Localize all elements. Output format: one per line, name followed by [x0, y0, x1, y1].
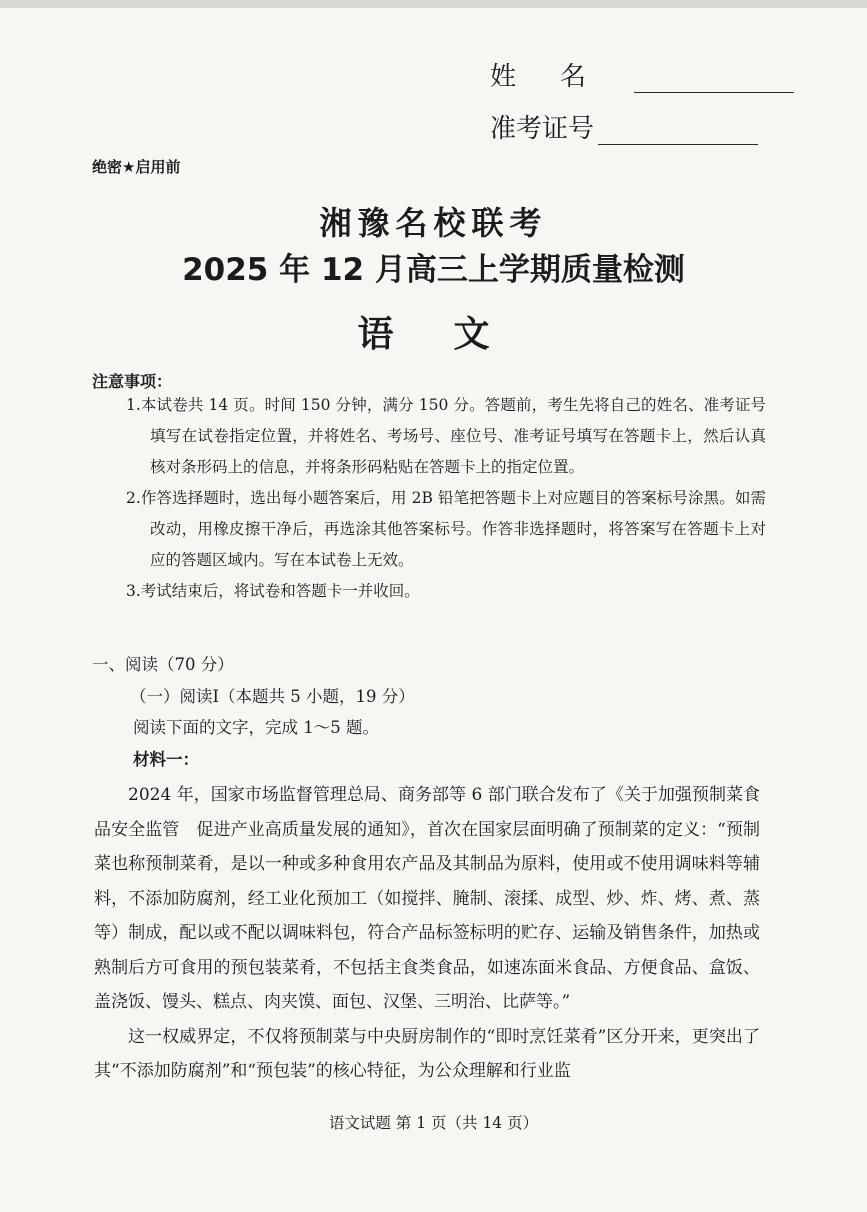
exam-title-session: 2025 年 12 月高三上学期质量检测	[182, 252, 685, 288]
exam-id-blank-line	[598, 122, 758, 145]
exam-subject: 语文	[357, 314, 550, 355]
exam-title-union: 湘豫名校联考	[319, 204, 548, 242]
page-footer: 语文试题 第 1 页（共 14 页）	[328, 1114, 539, 1132]
material-label: 材料一：	[133, 750, 199, 769]
reading-passage	[94, 778, 760, 1089]
part-heading: 一、阅读（70 分）	[92, 655, 234, 674]
scan-edge	[0, 0, 867, 8]
exam-id-label: 准考证号	[490, 114, 595, 144]
notice-item-2: 2.作答选择题时，选出每小题答案后，用 2B 铅笔把答题卡上对应题目的答案标号涂黑。如需改动，用橡皮擦干净后，再选涂其他答案标号。作答非选择题时，将答案写在答题卡上对应的答题区域内。写在本试卷上无效。	[126, 489, 766, 569]
notice-item-1: 1.本试卷共 14 页。时间 150 分钟，满分 150 分。答题前，考生先将自己的姓名、准考证号填写在试卷指定位置，并将姓名、考场号、座位号、准考证号填写在答题卡上，然后认真核对条形码上的信息，并将条形码粘贴在答题卡上的指定位置。	[126, 396, 766, 476]
subsection-heading: （一）阅读Ⅰ（本题共 5 小题，19 分）	[130, 687, 415, 706]
name-blank-line	[634, 70, 794, 93]
notice-list	[126, 390, 766, 607]
notice-heading: 注意事项：	[92, 372, 173, 391]
confidential-mark: 绝密★启用前	[92, 158, 181, 176]
name-field	[490, 56, 794, 93]
passage-paragraph-1: 2024 年，国家市场监督管理总局、商务部等 6 部门联合发布了《关于加强预制菜食品安全监管 促进产业高质量发展的通知》，首次在国家层面明确了预制菜的定义：“预制菜也称预制菜肴，是以一种或多种食用农产品及其制品为原料，使用或不使用调味料等辅料，不添加防腐剂，经工业化预加工（如搅拌、腌制、滚揉、成型、炒、炸、烤、煮、蒸等）制成，配以或不配以调味料包，符合产品标签标明的贮存、运输及销售条件，加热或熟制后方可食用的预包装菜肴，不包括主食类食品，如速冻面米食品、方便食品、盒饭、盖浇饭、馒头、糕点、肉夹馍、面包、汉堡、三明治、比萨等。”	[94, 785, 760, 1012]
reading-instruction: 阅读下面的文字，完成 1～5 题。	[133, 718, 379, 737]
name-label: 姓名	[490, 62, 631, 92]
passage-paragraph-2: 这一权威界定，不仅将预制菜与中央厨房制作的“即时烹饪菜肴”区分开来，更突出了其“不添加防腐剂”和“预包装”的核心特征，为公众理解和行业监	[94, 1026, 760, 1081]
exam-id-field	[490, 108, 758, 145]
notice-item-3: 3.考试结束后，将试卷和答题卡一并收回。	[126, 582, 420, 600]
